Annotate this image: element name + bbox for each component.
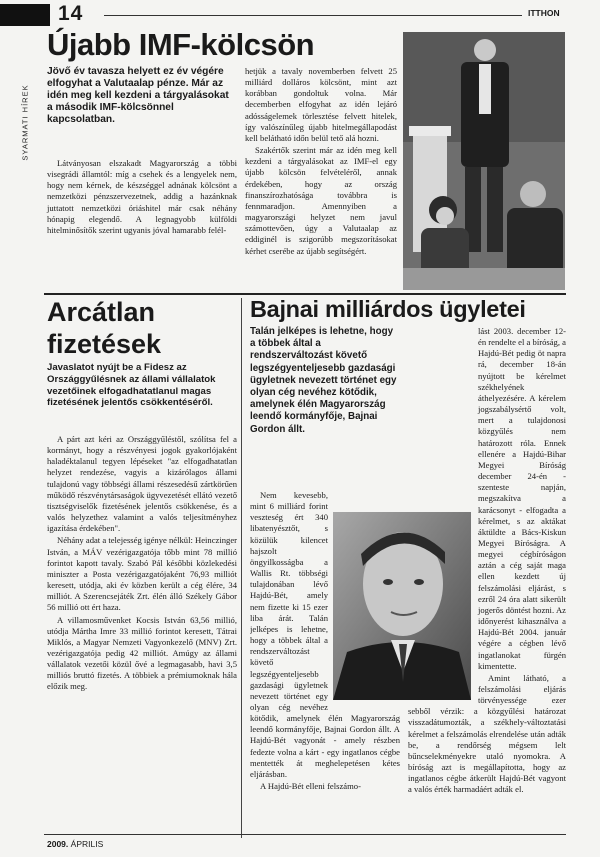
article3-title: Bajnai milliárdos ügyletei (250, 296, 526, 322)
article1-title: Újabb IMF-kölcsön (47, 27, 315, 62)
article2-para: A villamosművenket Kocsis István 63,56 millió, utódja Mártha Imre 33 millió forintot keresett, Tátrai Miklós, a Magyar Nemzeti Vagyonkezelő (MNV) Zrt. vezérigazgatója pedig 42 milliót. Amúgy az állami vállalatok vezetői közül ővé a legmagasabb, havi 3,5 milliós bruttó fizetés. A többiek a prémiumoknak hála előzik meg. (47, 614, 237, 692)
article2-para: A párt azt kéri az Országgyűléstől, szólítsa fel a kormányt, hogy a részvényesi jogok gyakorlójaként haladéktalanul tegyen lépéseket "az elfogadhatatlan helyzet rendezése, vagyis a kizárólagos állami tulajdonú vagy többségi állami részesedésű zártkörűen működő részvénytársaságok ügyvezetését ellátó vezető tisztségviselők fizetésének jelentős csökkenése, és a valós helyzethez valamint a valós teljesítményhez igazítása érdekében". (47, 434, 237, 534)
article2-lead: Javaslatot nyújt be a Fidesz az Országgyűlésnek az állami vállalatok vezetőinek elfogadhatatlanul magas fizetésének jelentős csökkentéséről. (47, 362, 216, 409)
article1-col1-para: Látványosan elszakadt Magyarország a többi visegrádi államtól: míg a csehek és a lengyelek nem, hogy nem kérnek, de készséggel adnának kölcsönt a nemzetközi pénzszervezetnek, addig a hazánknak juttatott nemzetközi óriáshitel már csak néhány hónapig elegendő. A legnagyobb külföldi hitelminősítők szerint ugyanis jóval hamarabb felél- (47, 158, 237, 235)
article3-col2 (408, 326, 566, 831)
article1-lead: Jövő év tavasza helyett ez év végére elfogyhat a Valutaalap pénze. Már az idén meg kell kezdeni a tárgyalásokat a második IMF-kölcsönnel kapcsolatban. (47, 66, 229, 125)
article1-bottom-rule (44, 293, 566, 295)
article1-col2-para: Szakértők szerint már az idén meg kell kezdeni a tárgyalásokat az IMF-el egy újabb kölcsön felvételéről, annak érdekében, hogy az ország finanszírozhatósága továbbra is fennmaradjon. Amennyiben a magyarországi helyzet nem javul számottevően, úgy a Valutaalap az eddiginél is szigorúbb megszorításokat kérhet cserébe az újabb segítségért. (245, 145, 397, 256)
side-label: SYARMATI HÍREK (20, 84, 30, 161)
article3-col2-para: Amint látható, a felszámolási eljárás törvényessége ezer sebből vérzik: a közgyűlési határozat visszadátumozták, a székhely-változtatási kérelmet a felszámolás elrendelése után adták be, a rendőrség mégsem lelt bűncselekményekre utaló nyomokra. A bíróság azt is megállapította, hogy az ingatlanos cégbe átkerült Hajdú-Bét vagyont a valós érték harmadáért adták el. (408, 672, 566, 795)
article2-para: Néhány adat a telejesség igénye nélkül: Heinczinger István, a MÁV vezérigazgatója tőbb mint 78 millió forintot kapott tavaly. Szabó Pál későbbi közlekedési miniszter a Posta vezérigazgatójaként 76,93 milliót keresett, utódja, aki év közben került a cég élére, 34 milliót. A Szerencsejáték Zrt. élén álló Székely Gábor 56 millió ott ért haza. (47, 535, 237, 613)
article1-col1 (47, 158, 237, 237)
article3-col1-para: Nem kevesebb, mint 6 milliárd forint veszteség ért 340 libatenyésztőt, s közülük kilencet hajszolt öngyilkosságba a Wallis Rt. többségi tulajdonában lévő Hajdú-Bét, amely nem fizette ki 15 ezer liba árát. Talán jelképes is lehetne, hogy a többek által a rendszerváltozást követő legszégyenteljesebb gazdasági ügyletnek nevezett történet egy olyan cég nevéhez kötődik, amelynek élén Magyarország leendő kormányfője, Bajnai Gordon állt. A Hajdú-Bét vagyonát - amely részben fedezte volna a kárt - egy ingatlanos cégbe mentették át meghelepetésen kétes eljárásban. (250, 490, 400, 779)
footer-month: ÁPRILIS (70, 839, 104, 849)
footer-rule (44, 834, 566, 835)
photo-people-podium-illustration (403, 32, 565, 290)
article1-col2 (245, 66, 397, 258)
header-black-block (0, 4, 50, 26)
header-rule (104, 15, 522, 16)
photo-float-spacer (408, 512, 474, 702)
page-number: 14 (58, 2, 84, 25)
article2-body (47, 434, 237, 694)
article3-col2-para: lást 2003. december 12-én rendelte el a bíróság, a Hajdú-Bét pedig öt napra rá, december 18-án nyújtott be kérelmet székhelyének áthelyezésére. A kérelem jogszabálysértő volt, mert a tulajdonosi közgyűlés nem határozott róla. Ennek ellenére a Hajdú-Bihar Megyei Bíróság december 24-én - szenteste napján, megszakítva a karácsonyt - elfogadta a kérelmet, s az aktákat áktüldte a Bács-Kiskun Megyei Bíróságra. A megyei cégbíróságon aztán a cég saját maga ellen kezdett új felszámolási eljárást, s ezről 24 óra alatt sikerült jogerős döntést hozni. Az időnyerést kihasználva a Hajdú-Bét 2004. január végére a cégben lévő ingatlanokat fürgén kimentette. (478, 326, 566, 671)
header-bar (0, 0, 600, 28)
article2-title-line1: Arcátlan (47, 297, 156, 327)
article1-col2-para: hetjük a tavaly novemberben felvett 25 milliárd dolláros kölcsönt, mint azt korábban gondoltuk volna. Már decemberben elfogyhat az idén lejáró adósságelemek törlesztése felvett hitelek, így valószínűleg újabb hitelmegállapodást kell belátható időn belül tető alá hozni. (245, 66, 397, 143)
column-divider (241, 298, 242, 838)
footer-date (47, 839, 103, 849)
photo-people-podium (403, 32, 565, 290)
footer-year: 2009. (47, 839, 69, 849)
article3-col1-para: A Hajdú-Bét elleni felszámo- (260, 781, 361, 792)
article3-lead: Talán jelképes is lehetne, hogy a többek által a rendszerváltozást követő legszégyenteljesebb gazdasági ügyletnek nevezett történet egy olyan cég nevéhez kötődik, amelynek élén Magyarország leendő kormányfője, Bajnai Gordon állt. (250, 326, 397, 435)
section-label: ITTHON (528, 8, 560, 18)
article2-title-line2: fizetések (47, 329, 162, 359)
